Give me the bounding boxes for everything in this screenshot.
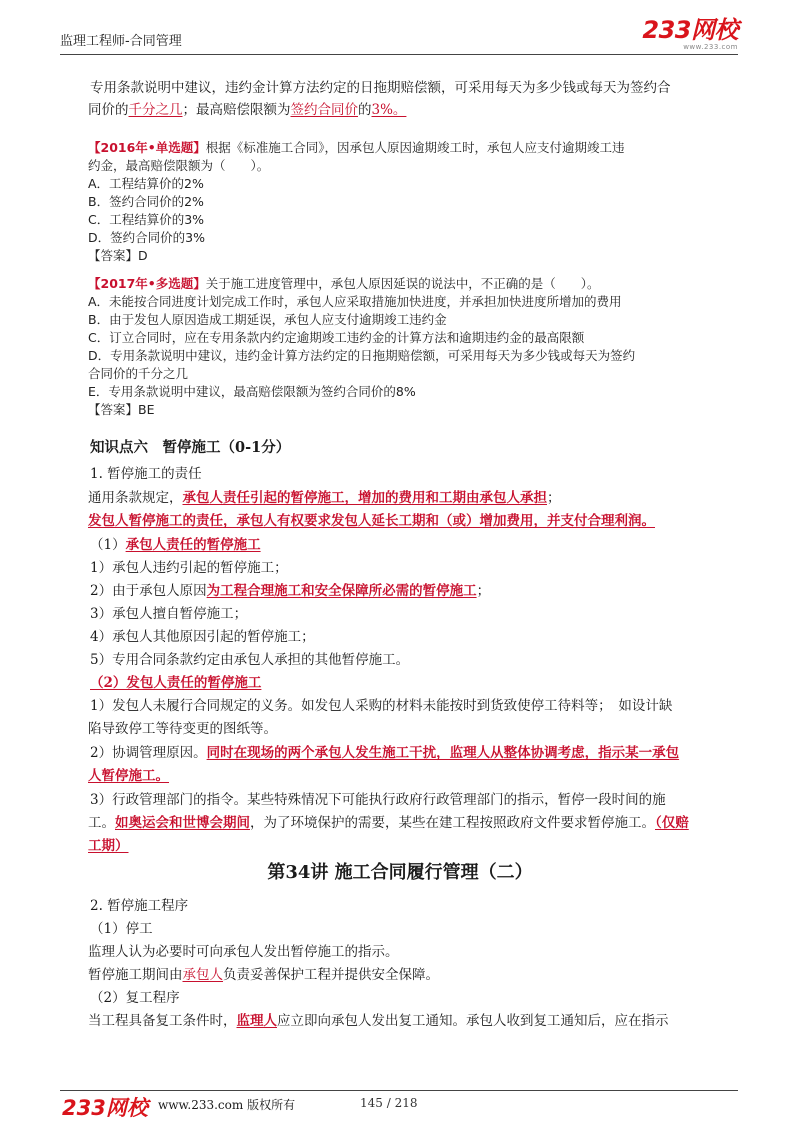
header-title: 监理工程师-合同管理 <box>60 34 182 49</box>
contractor-suspension-title: （1）承包人责任的暂停施工 <box>90 537 261 553</box>
list-item: 5）专用合同条款约定由承包人承担的其他暂停施工。 <box>90 652 410 668</box>
question-1-tag: 【2016年•单选题】 <box>88 140 206 155</box>
question-1-option: D．签约合同价的3% <box>88 230 205 245</box>
lecture-title: 第34讲 施工合同履行管理（二） <box>267 862 533 883</box>
question-2-tag: 【2017年•多选题】 <box>88 276 206 291</box>
list-item: 1）发包人未履行合同规定的义务。如发包人采购的材料未能按时到货致使停工待料等； 如设计缺 <box>90 698 673 714</box>
highlight-time-only: （仅赔 <box>655 815 689 831</box>
subheading-responsibility: 1. 暂停施工的责任 <box>90 466 202 482</box>
list-item-cont: 工。如奥运会和世博会期间，为了环境保护的需要，某些在建工程按照政府文件要求暂停施工。（仅赔 <box>88 815 689 831</box>
question-1-stem: 【2016年•单选题】根据《标准施工合同》，因承包人原因逾期竣工时，承包人应支付逾期竣工违 <box>88 140 625 155</box>
footer-divider <box>60 1090 738 1091</box>
footer-copyright: www.233.com 版权所有 <box>158 1098 296 1112</box>
highlight-3-percent: 3%。 <box>371 102 407 118</box>
list-item-cont: 陷导致停工等待变更的图纸等。 <box>88 721 277 737</box>
question-2-option: B．由于发包人原因造成工期延误，承包人应支付逾期竣工违约金 <box>88 312 447 327</box>
resume-work-title: （2）复工程序 <box>90 990 180 1006</box>
intro-line-2: 同价的千分之几；最高赔偿限额为签约合同价的3%。 <box>88 102 407 118</box>
highlight-coordination: 同时在现场的两个承包人发生施工干扰，监理人从整体协调考虑，指示某一承包 <box>206 745 680 761</box>
question-2-answer: 【答案】BE <box>88 402 155 417</box>
question-2-option-cont: 合同价的千分之几 <box>88 366 189 381</box>
list-item-cont: 人暂停施工。 <box>88 768 169 784</box>
question-1-answer: 【答案】D <box>88 248 148 263</box>
question-1-option: A．工程结算价的2% <box>88 176 204 191</box>
highlight-contractor: 承包人 <box>182 967 223 983</box>
brand-logo-url: www.233.com <box>683 43 738 51</box>
list-item-cont: 工期） <box>88 838 129 854</box>
list-item: 3）承包人擅自暂停施工； <box>90 606 248 622</box>
highlight-necessary-suspension: 为工程合理施工和安全保障所必需的暂停施工 <box>206 583 477 599</box>
highlight-thousandths: 千分之几 <box>128 102 183 118</box>
list-item: 2）由于承包人原因为工程合理施工和安全保障所必需的暂停施工； <box>90 583 491 599</box>
question-1-stem-cont: 约金，最高赔偿限额为（ ）。 <box>88 158 270 173</box>
subheading-procedure: 2. 暂停施工程序 <box>90 898 189 914</box>
footer-logo: 233网校 <box>62 1096 148 1120</box>
paragraph: 当工程具备复工条件时，监理人应立即向承包人发出复工通知。承包人收到复工通知后，应在指示 <box>88 1013 669 1029</box>
section-heading-kp6: 知识点六 暂停施工（0-1分） <box>90 439 291 456</box>
intro-line-1: 专用条款说明中建议，违约金计算方法约定的日拖期赔偿额，可采用每天为多少钱或每天为签约合 <box>90 80 671 96</box>
highlight-supervisor: 监理人 <box>236 1013 277 1029</box>
question-2-option: D．专用条款说明中建议，违约金计算方法约定的日拖期赔偿额，可采用每天为多少钱或每天为签约 <box>88 348 636 363</box>
highlight-contractor-bears: 承包人责任引起的暂停施工，增加的费用和工期由承包人承担 <box>182 490 547 506</box>
question-1-option: B．签约合同价的2% <box>88 194 204 209</box>
paragraph: 暂停施工期间由承包人负责妥善保护工程并提供安全保障。 <box>88 967 439 983</box>
list-item: 1）承包人违约引起的暂停施工； <box>90 560 288 576</box>
brand-logo-text: 233网校 <box>642 16 738 44</box>
question-2-option: E．专用条款说明中建议，最高赔偿限额为签约合同价的8% <box>88 384 416 399</box>
question-2-stem: 【2017年•多选题】关于施工进度管理中，承包人原因延误的说法中，不正确的是（ ）。 <box>88 276 600 291</box>
list-item: 4）承包人其他原因引起的暂停施工； <box>90 629 315 645</box>
question-2-option: A．未能按合同进度计划完成工作时，承包人应采取措施加快进度，并承担加快进度所增加的费用 <box>88 294 622 309</box>
highlight-olympics-expo: 如奥运会和世博会期间 <box>115 815 250 831</box>
page-number: 145 / 218 <box>360 1096 418 1110</box>
employer-responsibility-line: 发包人暂停施工的责任，承包人有权要求发包人延长工期和（或）增加费用，并支付合理利润。 <box>88 513 655 529</box>
question-1-option: C．工程结算价的3% <box>88 212 205 227</box>
list-item: 2）协调管理原因。同时在现场的两个承包人发生施工干扰，监理人从整体协调考虑，指示某一承包 <box>90 745 680 761</box>
header-divider <box>60 54 738 55</box>
question-2-option: C．订立合同时，应在专用条款内约定逾期竣工违约金的计算方法和逾期违约金的最高限额 <box>88 330 585 345</box>
general-terms-line: 通用条款规定，承包人责任引起的暂停施工，增加的费用和工期由承包人承担； <box>88 490 561 506</box>
stop-work-title: （1）停工 <box>90 921 153 937</box>
employer-suspension-title: （2）发包人责任的暂停施工 <box>90 675 262 691</box>
paragraph: 监理人认为必要时可向承包人发出暂停施工的指示。 <box>88 944 399 960</box>
highlight-contract-price: 签约合同价 <box>290 102 358 118</box>
list-item: 3）行政管理部门的指令。某些特殊情况下可能执行政府行政管理部门的指示，暂停一段时间的施 <box>90 792 666 808</box>
brand-logo <box>642 18 738 51</box>
